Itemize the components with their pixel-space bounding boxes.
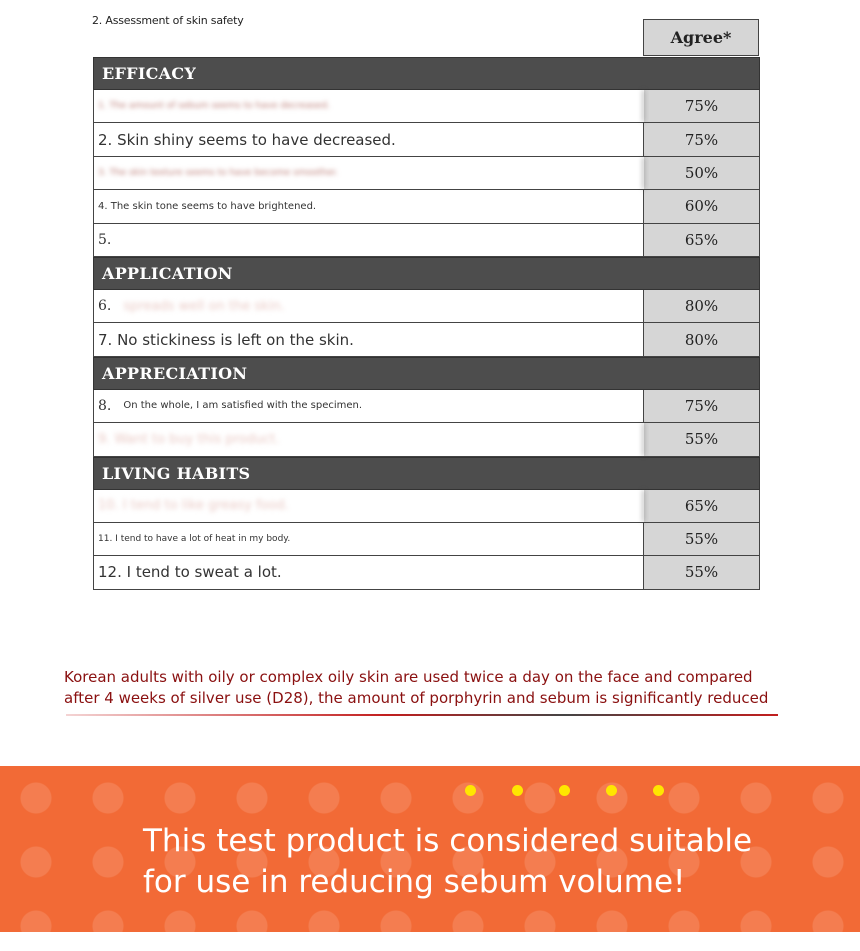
question-text: 7. No stickiness is left on the skin. <box>94 323 644 355</box>
agree-percent: 65% <box>644 224 759 256</box>
question-text: 11. I tend to have a lot of heat in my body. <box>94 523 644 555</box>
dot-icon <box>512 785 523 796</box>
agree-column-header: Agree* <box>643 19 759 56</box>
table-row <box>93 523 760 556</box>
table-row <box>93 224 760 257</box>
table-row <box>93 390 760 423</box>
question-number: 5. <box>98 231 112 248</box>
agree-percent: 55% <box>644 556 759 588</box>
dot-icon <box>465 785 476 796</box>
question-text: 4. The skin tone seems to have brightened. <box>94 190 644 222</box>
table-row <box>93 90 760 123</box>
section-header-living-habits: LIVING HABITS <box>93 457 760 490</box>
section-header-application: APPLICATION <box>93 257 760 290</box>
section-header-appreciation: APPRECIATION <box>93 357 760 390</box>
section-caption: 2. Assessment of skin safety <box>92 14 244 27</box>
table-row <box>93 423 760 456</box>
question-number: 8. <box>98 397 112 414</box>
survey-rows <box>93 57 760 590</box>
question-text <box>94 390 644 422</box>
table-row <box>93 290 760 323</box>
agree-percent: 55% <box>644 423 759 455</box>
agree-percent: 75% <box>644 123 759 155</box>
agree-percent: 60% <box>644 190 759 222</box>
table-row <box>93 556 760 589</box>
question-text <box>94 224 644 256</box>
dot-icon <box>653 785 664 796</box>
agree-percent: 80% <box>644 323 759 355</box>
question-number: 6. <box>98 298 112 315</box>
section-header-efficacy: EFFICACY <box>93 57 760 90</box>
question-text <box>94 290 644 322</box>
study-note <box>64 667 784 709</box>
conclusion-text <box>143 821 783 903</box>
agree-percent: 75% <box>644 90 759 122</box>
agree-percent: 80% <box>644 290 759 322</box>
agree-percent: 75% <box>644 390 759 422</box>
agree-percent: 65% <box>644 490 759 522</box>
conclusion-line-1: This test product is considered suitable <box>143 823 753 859</box>
question-text: 10. I tend to like greasy food. <box>94 490 644 522</box>
question-text: 2. Skin shiny seems to have decreased. <box>94 123 644 155</box>
table-row <box>93 190 760 223</box>
agree-percent: 55% <box>644 523 759 555</box>
question-text: 9. Want to buy this product. <box>94 423 644 455</box>
conclusion-line-2: for use in reducing sebum volume! <box>143 864 686 900</box>
study-note-line-1: Korean adults with oily or complex oily skin are used twice a day on the face and compared <box>64 668 753 686</box>
study-note-line-2: after 4 weeks of silver use (D28), the amount of porphyrin and sebum is significantly reduced <box>64 689 769 707</box>
conclusion-banner <box>0 766 860 932</box>
table-row <box>93 157 760 190</box>
dot-icon <box>559 785 570 796</box>
table-row <box>93 490 760 523</box>
question-blurred-text: spreads well on the skin. <box>123 298 285 314</box>
question-text: 12. I tend to sweat a lot. <box>94 556 644 588</box>
note-underline <box>66 714 778 716</box>
question-body: On the whole, I am satisfied with the specimen. <box>123 400 363 412</box>
agree-percent: 50% <box>644 157 759 189</box>
table-row <box>93 323 760 356</box>
decorative-dots <box>465 785 664 796</box>
table-row <box>93 123 760 156</box>
question-text: 3. The skin texture seems to have become smoother. <box>94 157 644 189</box>
question-text: 1. The amount of sebum seems to have decreased. <box>94 90 644 122</box>
dot-icon <box>606 785 617 796</box>
